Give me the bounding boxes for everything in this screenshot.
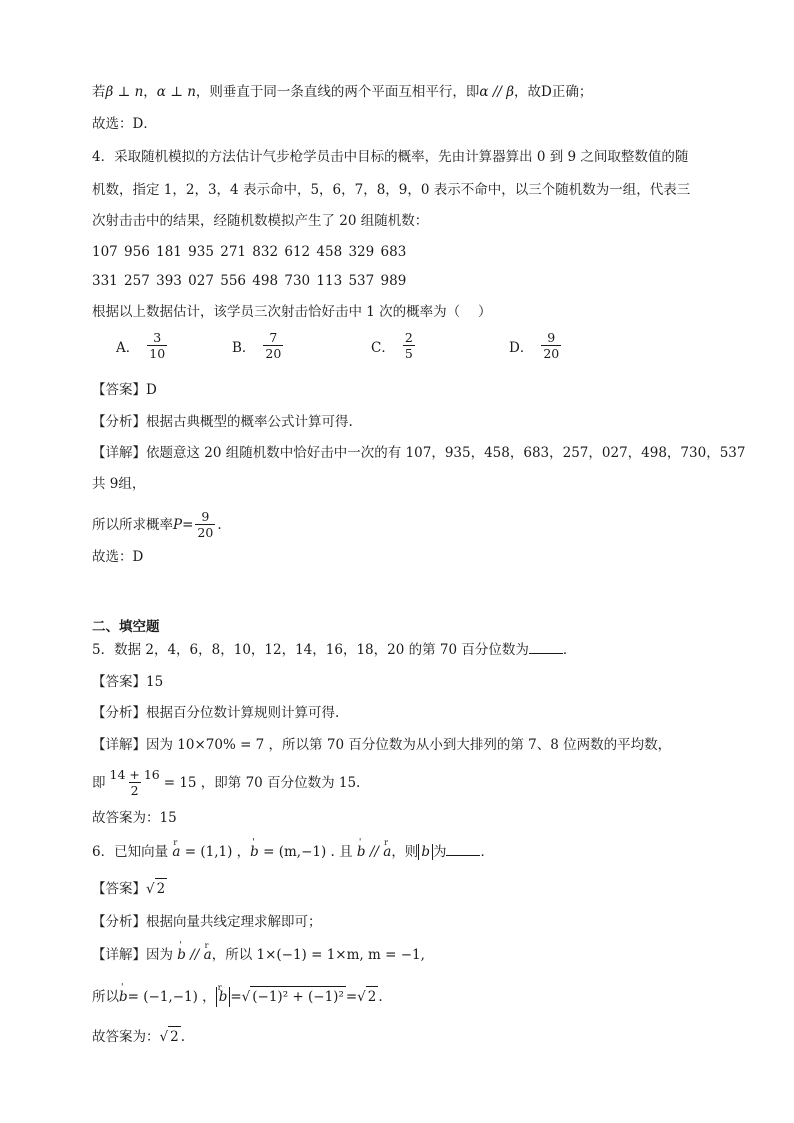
q4-random-row-2: 331 257 393 027 556 498 730 113 537 989	[92, 273, 407, 289]
q5-detail-1: 【详解】因为 10×70% = 7 ，所以第 70 百分位数为从小到大排列的第 7、8 位两数的平均数，	[92, 737, 672, 753]
q6-final: 故答案为： √ 2 .	[92, 1026, 185, 1047]
option-b-fraction: $\frac{7}{20}$	[265, 330, 282, 361]
select-line: 故选：D．	[92, 116, 157, 132]
answer-blank[interactable]	[529, 641, 563, 654]
q4-analysis: 【分析】根据古典概型的概率公式计算可得.	[92, 414, 353, 430]
option-c[interactable]: C． $\frac{2}{5}$	[371, 330, 413, 361]
q6-detail-2: 所以 ' b = (−1,−1) ， r b = √ (−1)² + (−1)² = √ 2 .	[92, 986, 383, 1007]
option-d-fraction: $\frac{9}{20}$	[543, 330, 560, 361]
q5-stem: 5．数据 2，4，6，8，10，12，14，16，18，20 的第 70 百分位数为 ．	[92, 642, 577, 658]
option-c-fraction: $\frac{2}{5}$	[404, 330, 413, 361]
q6-detail-1: 【详解】因为 ' b // r a，所以 1×(−1) = 1×m, m = −1,	[92, 945, 425, 965]
option-a[interactable]: A． $\frac{3}{10}$	[116, 330, 166, 361]
q4-detail-1: 【详解】依题意这 20 组随机数中恰好击中一次的有 107，935，458，683，257，027，498，730，537	[92, 445, 746, 461]
option-a-fraction: $\frac{3}{10}$	[149, 330, 166, 361]
q4-answer: 【答案】D	[92, 382, 157, 398]
q5-answer: 【答案】15	[92, 674, 164, 690]
q4-stem-2: 机数，指定 1，2，3，4 表示命中，5，6，7，8，9，0 表示不命中，以三个随机数为一组，代表三	[92, 182, 691, 198]
q6-answer: 【答案】 √ 2	[92, 878, 167, 899]
q5-detail-2: 即 $\frac{14 + 16}{2}$ = 15 ，即第 70 百分位数为 15.	[92, 767, 361, 798]
section-title: 二、填空题	[92, 619, 160, 635]
q4-detail-3: 所以所求概率 P = $\frac{9}{20}$ .	[92, 509, 222, 540]
q5-analysis: 【分析】根据百分位数计算规则计算可得.	[92, 705, 340, 721]
q4-stem-1: 4．采取随机模拟的方法估计气步枪学员击中目标的概率，先由计算器算出 0 到 9 之间取整数值的随	[92, 149, 689, 165]
q4-detail-2: 共 9组，	[92, 476, 146, 492]
q4-question: 根据以上数据估计，该学员三次射击恰好击中 1 次的概率为（ ）	[92, 304, 492, 320]
q4-random-row-1: 107 956 181 935 271 832 612 458 329 683	[92, 244, 407, 260]
q6-stem: 6．已知向量 r a = (1,1) ，' b = (m,−1) . 且 ' b // r a，则 b 为 ．	[92, 842, 494, 862]
q5-final: 故答案为：15	[92, 810, 177, 826]
option-b[interactable]: B． $\frac{7}{20}$	[232, 330, 282, 361]
q6-analysis: 【分析】根据向量共线定理求解即可；	[92, 914, 322, 930]
option-d[interactable]: D． $\frac{9}{20}$	[509, 330, 560, 361]
q4-select: 故选：D	[92, 549, 144, 565]
proof-line: 若β ⊥ n，α ⊥ n，则垂直于同一条直线的两个平面互相平行，即α // β，故D正确；	[92, 84, 593, 100]
answer-blank[interactable]	[446, 843, 480, 856]
q4-stem-3: 次射击击中的结果，经随机数模拟产生了 20 组随机数：	[92, 213, 429, 229]
